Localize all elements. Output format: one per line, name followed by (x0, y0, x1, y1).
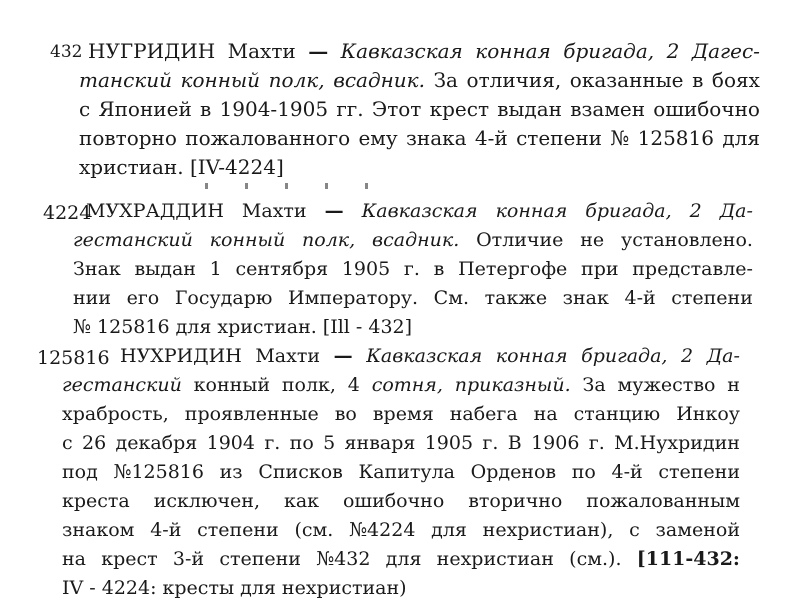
word: представле- (632, 258, 753, 280)
word: для (722, 126, 760, 150)
word: 4-й (150, 519, 182, 541)
word: НУХРИДИН (120, 345, 242, 367)
word: г. (403, 258, 420, 280)
word: время (372, 403, 434, 425)
word: в (433, 258, 445, 280)
word: нехристиан), (482, 519, 614, 541)
word: не (580, 229, 605, 251)
word: Кавказская (366, 345, 483, 367)
word: степени (671, 287, 753, 309)
word: при (581, 258, 619, 280)
word: 125816 (637, 126, 714, 150)
word: — (324, 200, 344, 222)
word: В (507, 432, 522, 454)
word: выдан (497, 97, 562, 121)
word: исключен, (153, 490, 261, 512)
word: храбрость, (62, 403, 169, 425)
entry-line (62, 404, 740, 424)
word: с (629, 519, 640, 541)
word: За (433, 68, 458, 92)
word: (см. (294, 519, 334, 541)
word: № (610, 126, 630, 150)
word: степени (516, 126, 602, 150)
word: проявленные (184, 403, 319, 425)
entry-line (79, 128, 760, 148)
word: мужество (617, 374, 716, 396)
word: конная (475, 39, 551, 63)
word: Петергофе (458, 258, 568, 280)
entry-line (73, 259, 753, 279)
scan-artifact (205, 183, 385, 189)
word: степени (197, 519, 279, 541)
word: Кавказская (340, 39, 463, 63)
word: НУГРИДИН (88, 39, 216, 63)
word: 1904-1905 (219, 97, 329, 121)
word: всадник. (333, 68, 425, 92)
word: Инкоу (676, 403, 740, 425)
word: оказанные (569, 68, 684, 92)
entry-line (73, 288, 753, 308)
word: пожалованным (586, 490, 740, 512)
word: ошибочно (653, 97, 760, 121)
word: МУХРАДДИН (86, 200, 224, 222)
word: на (533, 403, 558, 425)
word: конный (180, 68, 261, 92)
word: №125816 (113, 461, 204, 483)
word: 2 (681, 345, 694, 367)
word: степени (658, 461, 740, 483)
entry-number: 432 (50, 42, 83, 62)
word: Махти (241, 200, 307, 222)
word: степени (219, 548, 301, 570)
word: для (431, 519, 467, 541)
entry-line: христиан. [IV-4224] (79, 155, 284, 179)
word: ему (358, 126, 398, 150)
word: также (484, 287, 548, 309)
word: Отличие (476, 229, 564, 251)
word: гг. (336, 97, 364, 121)
word: конная (495, 345, 568, 367)
word: 1 (209, 258, 222, 280)
word: декабря (115, 432, 198, 454)
word: конный (209, 229, 286, 251)
word: — (308, 39, 329, 63)
word: приказный. (454, 374, 571, 396)
entry-line (86, 201, 753, 221)
word: танский (79, 68, 172, 92)
word: в (692, 68, 704, 92)
word: 4 (347, 374, 360, 396)
word: бригада, (581, 345, 668, 367)
word: в (200, 97, 212, 121)
word: Кавказская (361, 200, 478, 222)
word: н (727, 374, 740, 396)
word: Этот (371, 97, 422, 121)
word: Да- (706, 345, 740, 367)
word: [111-432: (636, 548, 740, 570)
word: Орденов (470, 461, 557, 483)
word: с (62, 432, 73, 454)
word: М.Нухридин (614, 432, 740, 454)
word: пожалованного (185, 126, 351, 150)
word: №4224 (349, 519, 416, 541)
entry-number: 4224 (43, 202, 92, 224)
word: — (333, 345, 353, 367)
entry-line (62, 433, 740, 453)
word: выдан (134, 258, 196, 280)
word: 2 (689, 200, 702, 222)
entry-line: IV - 4224: кресты для нехристиан) (62, 577, 407, 599)
word: 4-й (624, 287, 656, 309)
word: См. (433, 287, 470, 309)
word: полк, (281, 374, 336, 396)
word: взамен (570, 97, 646, 121)
word: гестанский (73, 229, 193, 251)
word: всадник. (372, 229, 460, 251)
word: набега (449, 403, 518, 425)
word: как (283, 490, 320, 512)
word: 3-й (172, 548, 205, 570)
word: Дагес- (691, 39, 760, 63)
word: 26 (82, 432, 107, 454)
word: 2 (666, 39, 680, 63)
word: во (334, 403, 357, 425)
word: гестанский (62, 374, 182, 396)
word: крест (101, 548, 158, 570)
word: установлено. (621, 229, 753, 251)
word: конная (495, 200, 568, 222)
word: Государю (174, 287, 273, 309)
word: ошибочно (342, 490, 445, 512)
word: конный (193, 374, 271, 396)
word: сентября (235, 258, 329, 280)
entry-line (62, 491, 740, 511)
word: г. (588, 432, 605, 454)
entry-line: № 125816 для христиан. [Ill - 432] (73, 316, 413, 338)
entry-line (79, 99, 760, 119)
word: по (571, 461, 596, 483)
word: отличия, (466, 68, 562, 92)
word: заменой (655, 519, 740, 541)
word: №432 (316, 548, 371, 570)
word: на (62, 548, 86, 570)
word: (см.). (569, 548, 622, 570)
word: сотня, (371, 374, 443, 396)
entry-number: 125816 (37, 347, 110, 369)
word: Императору. (288, 287, 419, 309)
entry-line (88, 41, 760, 61)
word: нии (73, 287, 111, 309)
word: для (385, 548, 422, 570)
word: За (582, 374, 606, 396)
word: 1905 (341, 258, 391, 280)
word: станцию (573, 403, 661, 425)
word: г. (482, 432, 499, 454)
word: Махти (255, 345, 321, 367)
word: с (79, 97, 91, 121)
word: 4-й (611, 461, 643, 483)
word: 4-й (474, 126, 508, 150)
word: Списков (258, 461, 343, 483)
word: знаком (62, 519, 135, 541)
word: Знак (73, 258, 121, 280)
word: креста (62, 490, 130, 512)
word: января (344, 432, 416, 454)
word: 1904 (206, 432, 255, 454)
word: под (62, 461, 98, 483)
word: знак (562, 287, 609, 309)
word: бригада, (563, 39, 655, 63)
word: из (219, 461, 243, 483)
word: бригада, (585, 200, 672, 222)
entry-line (62, 462, 740, 482)
word: повторно (79, 126, 177, 150)
word: 1906 (531, 432, 580, 454)
word: г. (264, 432, 281, 454)
entry-line (62, 375, 740, 395)
word: полк, (268, 68, 325, 92)
word: боях (711, 68, 760, 92)
entry-line (73, 230, 753, 250)
word: знака (405, 126, 467, 150)
word: крест (429, 97, 490, 121)
word: нехристиан (436, 548, 554, 570)
entry-line (62, 549, 740, 569)
word: полк, (302, 229, 356, 251)
word: Да- (719, 200, 753, 222)
entry-line (120, 346, 740, 366)
entry-line (79, 70, 760, 90)
word: по (289, 432, 314, 454)
word: 5 (323, 432, 336, 454)
word: Махти (227, 39, 296, 63)
word: Японией (98, 97, 192, 121)
word: его (126, 287, 160, 309)
word: вторично (468, 490, 563, 512)
entry-line (62, 520, 740, 540)
word: 1905 (424, 432, 474, 454)
word: Капитула (358, 461, 455, 483)
